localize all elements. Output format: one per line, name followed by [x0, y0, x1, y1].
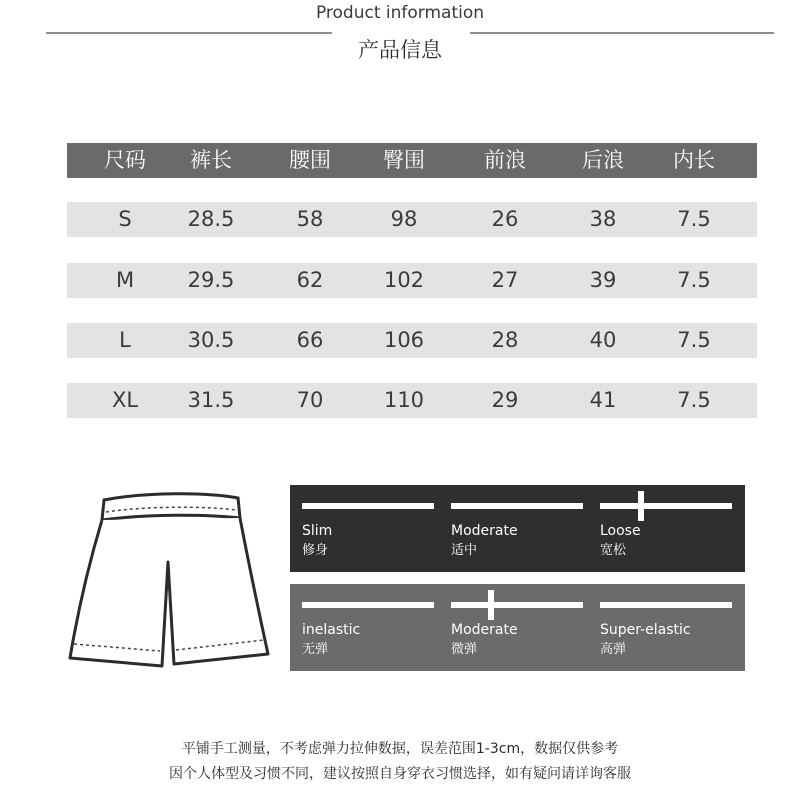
table-cell: 29.5	[187, 268, 235, 292]
fit-label-slim-en: Slim	[302, 523, 333, 539]
table-cell: 66	[296, 328, 324, 352]
elasticity-label-moderate-cn: 微弹	[451, 642, 478, 657]
table-cell: 106	[383, 328, 425, 352]
table-cell: 27	[491, 268, 519, 292]
table-cell: 39	[589, 268, 617, 292]
elasticity-label-super-cn: 高弹	[600, 642, 627, 657]
elasticity-scale-marker	[488, 590, 494, 620]
table-row	[67, 202, 757, 237]
column-header-inseam: 内长	[673, 148, 715, 172]
elasticity-scale-panel	[290, 584, 745, 671]
table-cell: S	[118, 207, 132, 231]
table-cell: 110	[383, 388, 425, 412]
elasticity-label-moderate-en: Moderate	[451, 622, 518, 638]
elasticity-label-inelastic-cn: 无弹	[302, 642, 329, 657]
table-row	[67, 323, 757, 358]
table-row	[67, 383, 757, 418]
table-cell: 28.5	[187, 207, 235, 231]
table-cell: 38	[589, 207, 617, 231]
table-cell: 26	[491, 207, 519, 231]
footnote-line-2: 因个人体型及习惯不同，建议按照自身穿衣习惯选择，如有疑问请详询客服	[169, 766, 631, 782]
fit-label-moderate-cn: 适中	[451, 543, 478, 558]
column-header-front-rise: 前浪	[484, 148, 526, 172]
table-cell: 28	[491, 328, 519, 352]
table-cell: 7.5	[677, 328, 711, 352]
footnote-line-1: 平铺手工测量，不考虑弹力拉伸数据，误差范围1-3cm，数据仅供参考	[181, 741, 619, 757]
fit-label-moderate-en: Moderate	[451, 523, 518, 539]
column-header-back-rise: 后浪	[582, 148, 624, 172]
table-cell: L	[119, 328, 131, 352]
elasticity-label-inelastic-en: inelastic	[302, 622, 361, 638]
table-cell: M	[115, 268, 135, 292]
table-cell: 7.5	[677, 388, 711, 412]
column-header-size: 尺码	[104, 148, 146, 172]
fit-scale-bar-loose	[600, 503, 732, 509]
table-cell: 31.5	[187, 388, 235, 412]
elasticity-scale-bar-inelastic	[302, 602, 434, 608]
fit-scale-panel	[290, 485, 745, 572]
table-cell: 29	[491, 388, 519, 412]
table-row	[67, 263, 757, 298]
fit-label-slim-cn: 修身	[302, 543, 329, 558]
column-header-hip: 臀围	[383, 148, 425, 172]
fit-label-loose-en: Loose	[600, 523, 641, 539]
table-cell: 62	[296, 268, 324, 292]
table-cell: 41	[589, 388, 617, 412]
table-cell: 30.5	[187, 328, 235, 352]
table-cell: XL	[111, 388, 139, 412]
fit-scale-marker	[638, 491, 644, 521]
elasticity-label-super-en: Super-elastic	[600, 622, 691, 638]
fit-scale-bar-slim	[302, 503, 434, 509]
header-subtitle: 产品信息	[358, 38, 442, 62]
table-cell: 7.5	[677, 207, 711, 231]
table-cell: 40	[589, 328, 617, 352]
table-cell: 70	[296, 388, 324, 412]
elasticity-scale-bar-moderate	[451, 602, 583, 608]
elasticity-scale-bar-super	[600, 602, 732, 608]
header-title: Product information	[315, 3, 485, 23]
table-cell: 98	[390, 207, 418, 231]
shorts-illustration	[66, 490, 272, 668]
fit-label-loose-cn: 宽松	[600, 543, 627, 558]
table-cell: 7.5	[677, 268, 711, 292]
fit-scale-bar-moderate	[451, 503, 583, 509]
table-header-row	[67, 143, 757, 178]
table-cell: 102	[383, 268, 425, 292]
column-header-pants-length: 裤长	[190, 148, 232, 172]
column-header-waist: 腰围	[289, 148, 331, 172]
table-cell: 58	[296, 207, 324, 231]
